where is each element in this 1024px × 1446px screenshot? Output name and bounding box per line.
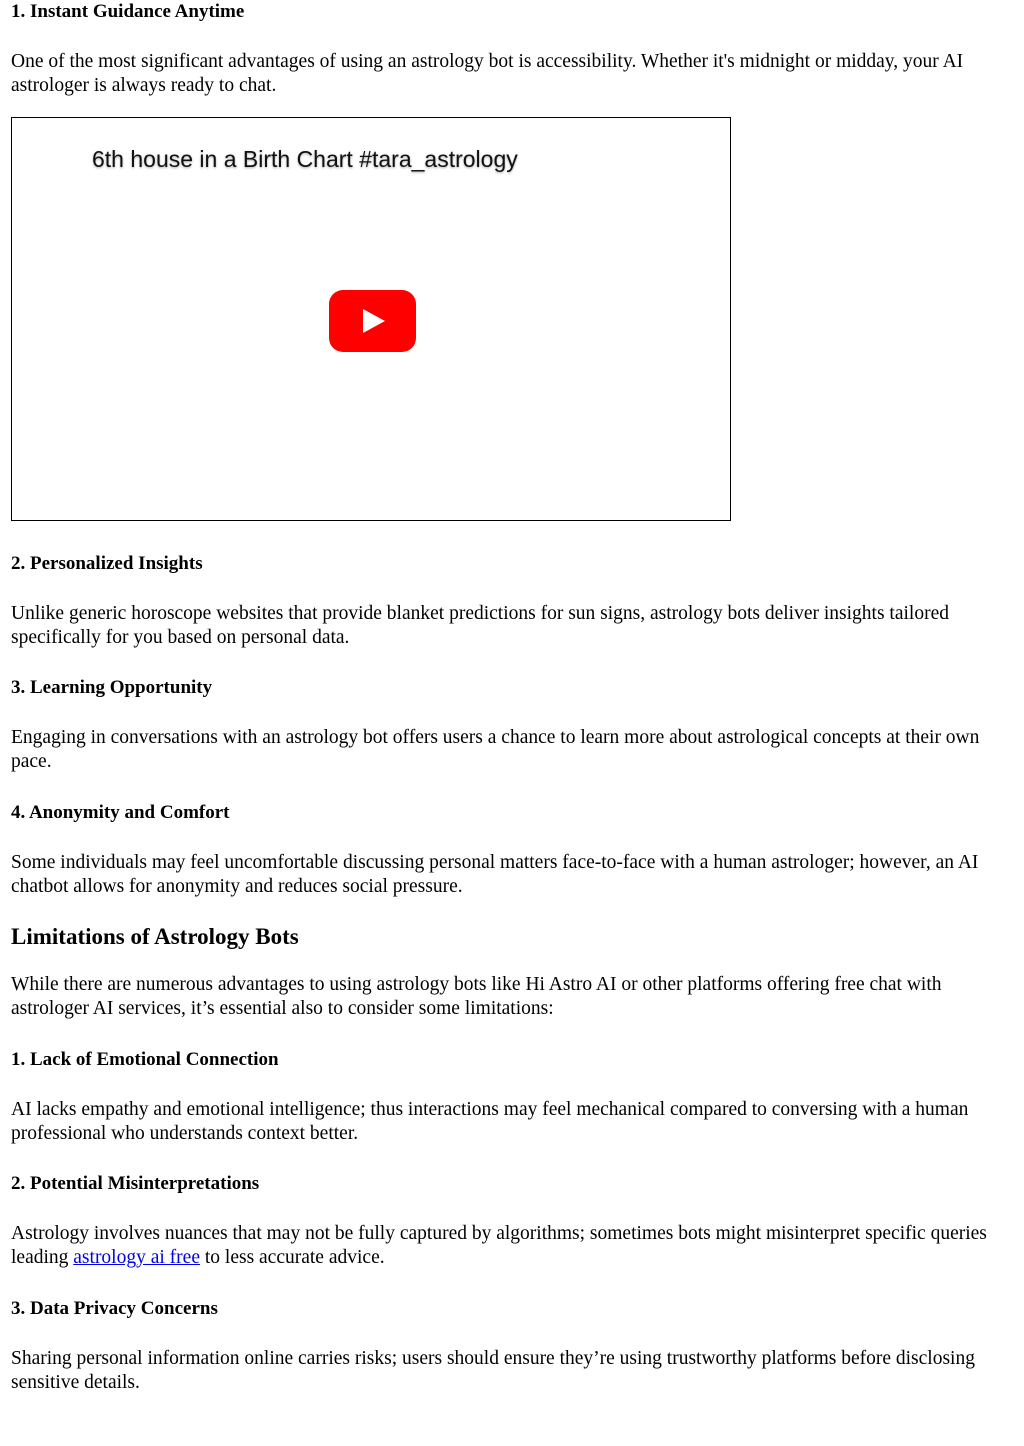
paragraph-limitations-intro: While there are numerous advantages to using astrology bots like Hi Astro AI or other platforms offering free chat with astrologer AI services, it’s essential also to consider some limitations: bbox=[11, 974, 942, 1019]
paragraph-anonymity-comfort: Some individuals may feel uncomfortable discussing personal matters face-to-face with a human astrologer; however, an AI chatbot allows for anonymity and reduces social pressure. bbox=[11, 852, 979, 897]
paragraph-misinterpretations bbox=[11, 1222, 1016, 1269]
video-title[interactable]: 6th house in a Birth Chart #tara_astrology bbox=[92, 146, 518, 172]
youtube-play-button[interactable] bbox=[329, 290, 416, 352]
paragraph-misinterpretations-text-before: Astrology involves nuances that may not be fully captured by algorithms; sometimes bots might misinterpret specific queries leading bbox=[11, 1223, 987, 1268]
astrology-ai-free-link[interactable]: astrology ai free bbox=[73, 1246, 200, 1268]
paragraph-emotional-connection: AI lacks empathy and emotional intelligence; thus interactions may feel mechanical compared to conversing with a human professional who understands context better. bbox=[11, 1099, 969, 1144]
heading-learning-opportunity: 3. Learning Opportunity bbox=[11, 677, 213, 698]
paragraph-data-privacy: Sharing personal information online carries risks; users should ensure they’re using trustworthy platforms before disclosing sensitive details. bbox=[11, 1348, 975, 1393]
heading-personalized-insights: 2. Personalized Insights bbox=[11, 553, 203, 574]
heading-instant-guidance: 1. Instant Guidance Anytime bbox=[11, 1, 245, 22]
heading-data-privacy: 3. Data Privacy Concerns bbox=[11, 1298, 218, 1319]
play-triangle-icon bbox=[329, 290, 416, 352]
heading-anonymity-comfort: 4. Anonymity and Comfort bbox=[11, 802, 230, 823]
heading-misinterpretations: 2. Potential Misinterpretations bbox=[11, 1173, 260, 1194]
paragraph-learning-opportunity: Engaging in conversations with an astrology bot offers users a chance to learn more about astrological concepts at their own pace. bbox=[11, 727, 980, 772]
paragraph-instant-guidance: One of the most significant advantages of using an astrology bot is accessibility. Whether it's midnight or midday, your AI astrologer is always ready to chat. bbox=[11, 51, 964, 96]
paragraph-personalized-insights: Unlike generic horoscope websites that provide blanket predictions for sun signs, astrology bots deliver insights tailored specifically for you based on personal data. bbox=[11, 603, 949, 648]
video-embed[interactable] bbox=[11, 117, 731, 521]
paragraph-misinterpretations-text-after: to less accurate advice. bbox=[199, 1246, 385, 1268]
heading-limitations: Limitations of Astrology Bots bbox=[11, 924, 299, 949]
heading-emotional-connection: 1. Lack of Emotional Connection bbox=[11, 1049, 279, 1070]
